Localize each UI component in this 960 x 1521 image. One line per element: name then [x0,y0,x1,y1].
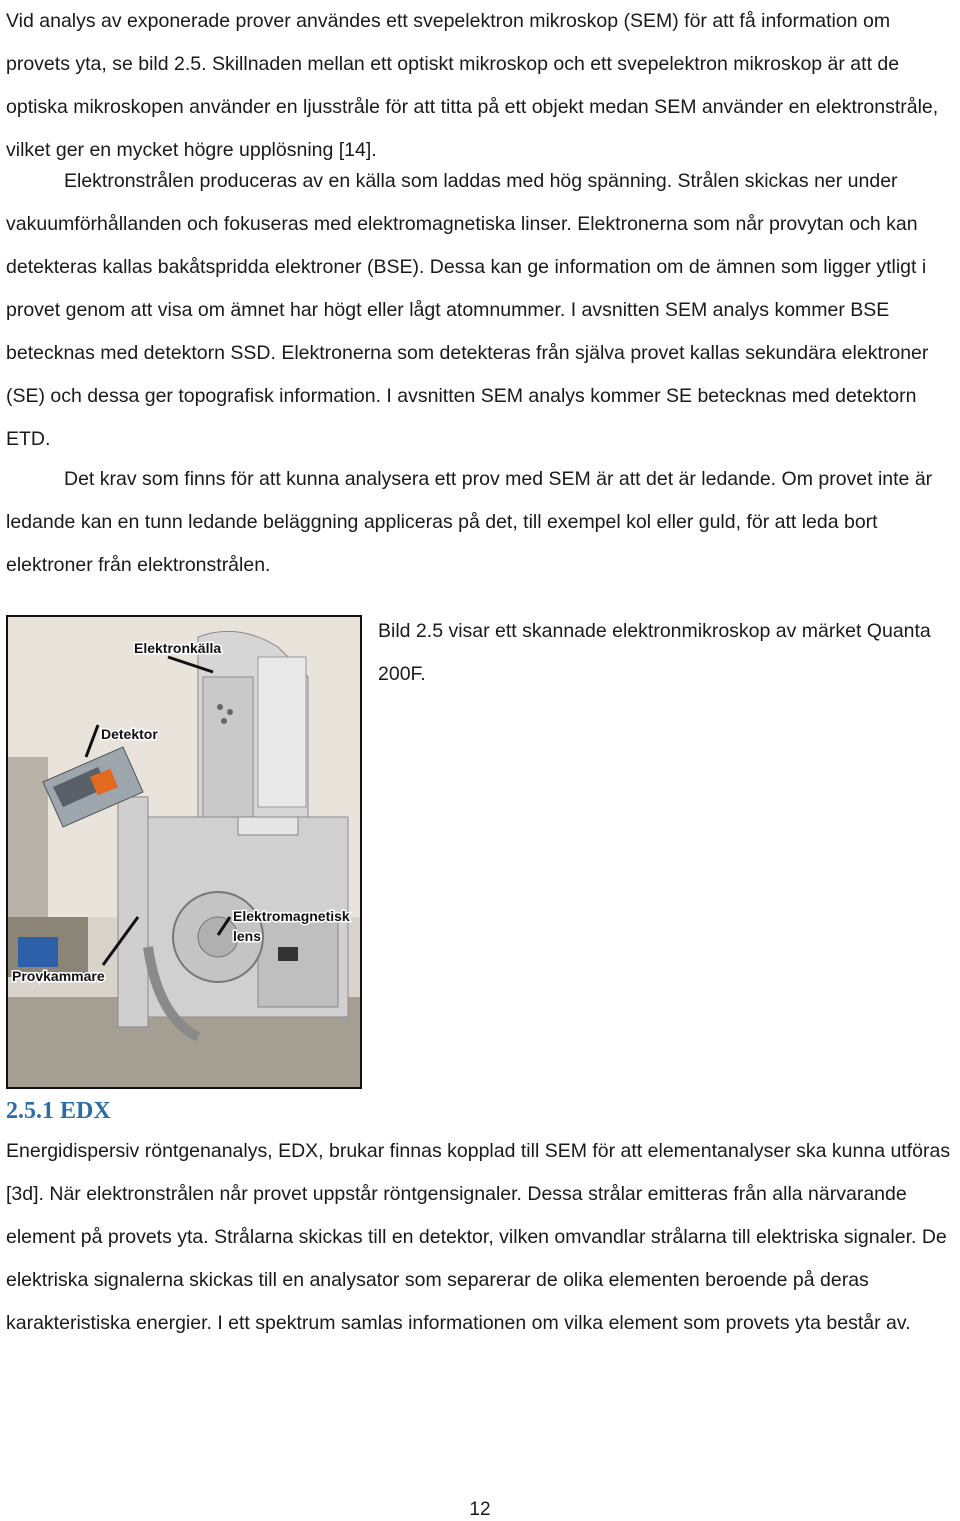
intro-paragraph: Vid analys av exponerade prover användes ett svepelektron mikroskop (SEM) för att få information om provets yta, se bild 2.5. Skillnaden mellan ett optiskt mikroskop och ett svepelektron mikroskop är att de optiska mikroskopen använder en ljusstråle för att titta på ett objekt medan SEM använder en elektronstråle, vilket ger en mycket högre upplösning [14]. [6,10,939,161]
section-heading: 2.5.1 EDX [6,1098,111,1124]
figure-caption: Bild 2.5 visar ett skannade elektronmikroskop av märket Quanta 200F. [378,620,931,685]
sem-photo [8,617,360,1087]
paragraph-electron-beam [6,160,956,461]
label-sample-chamber: Provkammare [12,968,105,984]
label-lens-line1: Elektromagnetisk [233,908,350,924]
paragraph-conductive-requirement [6,458,956,587]
label-detector: Detektor [101,726,158,742]
edx-paragraph: Energidispersiv röntgenanalys, EDX, brukar finnas kopplad till SEM för att elementanalyser ska kunna utföras [3d]. När elektronstrålen når provet uppstår röntgensignaler. Dessa strålar emitteras från alla närvarande element på provets yta. Strålarna skickas till en detektor, vilken omvandlar strålarna till elektriska signaler. De elektriska signalerna skickas till en analysator som separerar de olika elementen beroende på deras karakteristiska energier. I ett spektrum samlas informationen om vilka element som provets yta består av. [6,1140,951,1334]
paragraph-electron-beam-text: Elektronstrålen produceras av en källa som laddas med hög spänning. Strålen skickas ner under vakuumförhållanden och fokuseras med elektromagnetiska linser. Elektronerna som når provytan och kan detekteras kallas bakåtspridda elektroner (BSE). Dessa kan ge information om de ämnen som ligger ytligt i provet genom att visa om ämnet har högt eller lågt atomnummer. I avsnitten SEM analys kommer BSE betecknas med detektorn SSD. Elektronerna som detekteras från själva provet kallas sekundära elektroner (SE) och dessa ger topografisk information. I avsnitten SEM analys kommer SE betecknas med detektorn ETD. [6,170,929,450]
paragraph-conductive-requirement-text: Det krav som finns för att kunna analysera ett prov med SEM är att det är ledande. Om provet inte är ledande kan en tunn ledande beläggning appliceras på det, till exempel kol eller guld, för att leda bort elektroner från elektronstrålen. [6,468,933,576]
page-number: 12 [469,1499,491,1520]
label-electron-source: Elektronkälla [134,640,222,656]
sem-photo-figure [6,615,362,1089]
label-lens-line2: lens [233,928,262,944]
